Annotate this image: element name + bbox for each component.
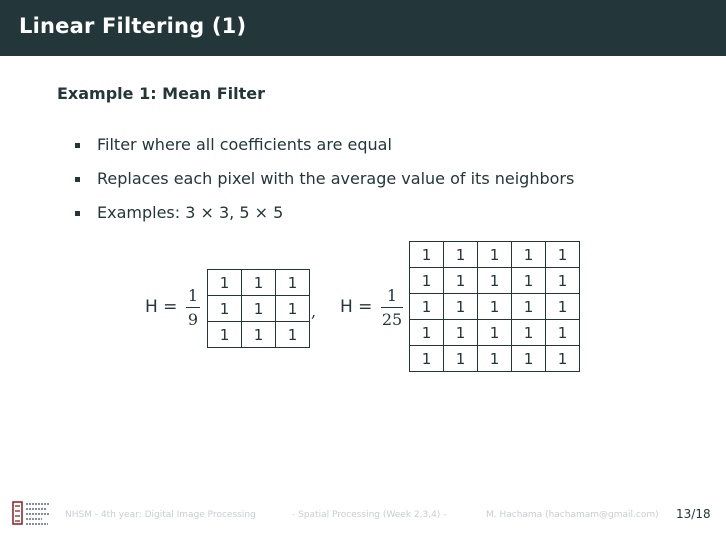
fraction-one-twentyfifth: 1 25 [381,286,403,329]
separator: , [311,302,317,321]
matrix-cell: 1 [410,242,444,268]
matrix-cell: 1 [512,320,546,346]
matrix-cell: 1 [512,294,546,320]
matrix-cell: 1 [546,268,580,294]
footer [0,500,726,544]
bullet-item: Filter where all coefficients are equal [75,132,574,166]
matrix-cell: 1 [410,294,444,320]
matrix-cell: 1 [546,242,580,268]
matrix-cell: 1 [546,346,580,372]
matrix-row [410,242,580,268]
bullet-list [75,132,574,234]
matrix-cell: 1 [276,322,310,348]
matrix-row [208,322,310,348]
slide-title: Linear Filtering (1) [19,14,247,38]
matrix-row [208,270,310,296]
matrix-cell: 1 [444,294,478,320]
matrix-cell: 1 [208,270,242,296]
matrix-cell: 1 [444,242,478,268]
matrix-row [410,346,580,372]
matrix-cell: 1 [208,322,242,348]
matrix-cell: 1 [444,320,478,346]
matrix-cell: 1 [546,320,580,346]
matrix-cell: 1 [276,270,310,296]
matrix-cell: 1 [512,346,546,372]
matrix-row [410,294,580,320]
matrix-cell: 1 [444,346,478,372]
bullet-item: Examples: 3 × 3, 5 × 5 [75,200,574,234]
matrix-cell: 1 [444,268,478,294]
matrix-cell: 1 [410,346,444,372]
matrix-row [410,268,580,294]
matrix-cell: 1 [242,270,276,296]
matrix-cell: 1 [208,296,242,322]
matrix-cell: 1 [242,296,276,322]
bullet-icon [75,211,80,216]
bullet-item: Replaces each pixel with the average value of its neighbors [75,166,574,200]
matrix-5x5 [409,241,580,372]
matrix-cell: 1 [478,320,512,346]
matrix-cell: 1 [512,242,546,268]
matrix-3x3 [207,269,310,348]
matrix-cell: 1 [410,268,444,294]
footer-section[interactable]: - Spatial Processing (Week 2,3,4) - [292,510,447,520]
bullet-icon [75,177,80,182]
matrix-cell: 1 [276,296,310,322]
footer-institution[interactable]: NHSM - 4th year: Digital Image Processing [65,510,256,520]
fraction-one-ninth: 1 9 [187,286,199,329]
footer-author[interactable]: M. Hachama (hachamam@gmail.com) [486,510,659,520]
matrix-cell: 1 [410,320,444,346]
matrix-cell: 1 [242,322,276,348]
h-label-5x5: H = [340,297,373,317]
matrix-cell: 1 [478,346,512,372]
matrix-cell: 1 [478,242,512,268]
page-number: 13/18 [676,507,711,521]
matrix-cell: 1 [478,268,512,294]
h-label-3x3: H = [145,297,178,317]
bullet-icon [75,143,80,148]
matrix-row [410,320,580,346]
example-heading: Example 1: Mean Filter [57,84,265,103]
matrix-cell: 1 [512,268,546,294]
title-bar [0,0,726,56]
matrix-cell: 1 [546,294,580,320]
matrix-row [208,296,310,322]
matrix-cell: 1 [478,294,512,320]
